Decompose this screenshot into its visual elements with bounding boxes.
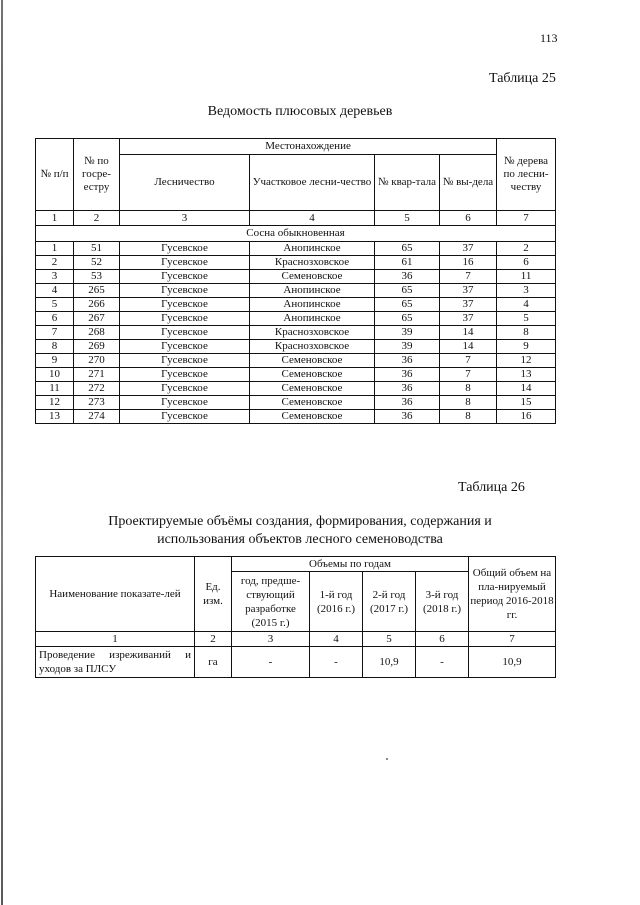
- header-num: № п/п: [36, 139, 74, 211]
- unit-cell: га: [195, 647, 232, 678]
- vydel-cell: 7: [440, 354, 497, 368]
- kvartal-cell: 65: [375, 284, 440, 298]
- header-total: Общий объем на пла-нируемый период 2016-2018 гг.: [469, 557, 556, 632]
- plus-trees-table: [35, 138, 556, 424]
- row-num-cell: 4: [36, 284, 74, 298]
- scan-speck: [386, 758, 388, 760]
- lesnichestvo-cell: Гусевское: [120, 410, 250, 424]
- col-number: 1: [36, 632, 195, 647]
- vydel-cell: 14: [440, 326, 497, 340]
- table-row: [36, 368, 556, 382]
- col-number: 4: [310, 632, 363, 647]
- header-volumes-group: Объемы по годам: [232, 557, 469, 572]
- vydel-cell: 7: [440, 270, 497, 284]
- row-num-cell: 3: [36, 270, 74, 284]
- kvartal-cell: 36: [375, 396, 440, 410]
- lesnichestvo-cell: Гусевское: [120, 242, 250, 256]
- lesnichestvo-cell: Гусевское: [120, 340, 250, 354]
- gosreestr-cell: 266: [74, 298, 120, 312]
- vydel-cell: 8: [440, 382, 497, 396]
- kvartal-cell: 65: [375, 298, 440, 312]
- lesnichestvo-cell: Гусевское: [120, 368, 250, 382]
- lesnichestvo-cell: Гусевское: [120, 396, 250, 410]
- uchastkovoe-cell: Семеновское: [250, 354, 375, 368]
- header-indicator: Наименование показате-лей: [36, 557, 195, 632]
- kvartal-cell: 36: [375, 368, 440, 382]
- kvartal-cell: 36: [375, 270, 440, 284]
- tree-num-cell: 3: [497, 284, 556, 298]
- lesnichestvo-cell: Гусевское: [120, 354, 250, 368]
- lesnichestvo-cell: Гусевское: [120, 256, 250, 270]
- tree-num-cell: 13: [497, 368, 556, 382]
- kvartal-cell: 39: [375, 326, 440, 340]
- table-row: [36, 242, 556, 256]
- header-kvartal: № квар-тала: [375, 155, 440, 211]
- indicator-cell: Проведение изреживаний и уходов за ПЛСУ: [36, 647, 195, 678]
- table-row: [36, 382, 556, 396]
- table-row: [36, 270, 556, 284]
- header-lesnichestvo: Лесничество: [120, 155, 250, 211]
- kvartal-cell: 39: [375, 340, 440, 354]
- header-vydel: № вы-дела: [440, 155, 497, 211]
- uchastkovoe-cell: Анопинское: [250, 312, 375, 326]
- col-number: 6: [416, 632, 469, 647]
- tree-num-cell: 11: [497, 270, 556, 284]
- table-row: [36, 340, 556, 354]
- seed-volumes-table: [35, 556, 556, 678]
- col-number: 5: [375, 211, 440, 226]
- uchastkovoe-cell: Семеновское: [250, 270, 375, 284]
- row-num-cell: 7: [36, 326, 74, 340]
- table26-label: Таблица 26: [458, 480, 525, 495]
- table25-label: Таблица 25: [489, 71, 556, 86]
- header-gosreestr: № по госре-естру: [74, 139, 120, 211]
- header-prev-year: год, предше-ствующий разработке (2015 г.): [232, 572, 310, 632]
- header-year1: 1-й год (2016 г.): [310, 572, 363, 632]
- col-number: 4: [250, 211, 375, 226]
- uchastkovoe-cell: Анопинское: [250, 242, 375, 256]
- vydel-cell: 37: [440, 298, 497, 312]
- row-num-cell: 10: [36, 368, 74, 382]
- row-num-cell: 12: [36, 396, 74, 410]
- gosreestr-cell: 272: [74, 382, 120, 396]
- year1-cell: -: [310, 647, 363, 678]
- uchastkovoe-cell: Краснозховское: [250, 340, 375, 354]
- col-number: 1: [36, 211, 74, 226]
- gosreestr-cell: 273: [74, 396, 120, 410]
- gosreestr-cell: 267: [74, 312, 120, 326]
- lesnichestvo-cell: Гусевское: [120, 382, 250, 396]
- kvartal-cell: 65: [375, 242, 440, 256]
- uchastkovoe-cell: Семеновское: [250, 396, 375, 410]
- lesnichestvo-cell: Гусевское: [120, 298, 250, 312]
- vydel-cell: 37: [440, 284, 497, 298]
- row-num-cell: 11: [36, 382, 74, 396]
- vydel-cell: 8: [440, 410, 497, 424]
- col-number: 3: [232, 632, 310, 647]
- gosreestr-cell: 51: [74, 242, 120, 256]
- header-uchastkovoe: Участковое лесни-чество: [250, 155, 375, 211]
- uchastkovoe-cell: Краснозховское: [250, 256, 375, 270]
- gosreestr-cell: 52: [74, 256, 120, 270]
- kvartal-cell: 36: [375, 354, 440, 368]
- uchastkovoe-cell: Краснозховское: [250, 326, 375, 340]
- vydel-cell: 8: [440, 396, 497, 410]
- gosreestr-cell: 271: [74, 368, 120, 382]
- column-numbers-row: [36, 211, 556, 226]
- page-number: 113: [540, 31, 558, 45]
- gosreestr-cell: 274: [74, 410, 120, 424]
- col-number: 6: [440, 211, 497, 226]
- vydel-cell: 37: [440, 312, 497, 326]
- tree-num-cell: 8: [497, 326, 556, 340]
- tree-num-cell: 6: [497, 256, 556, 270]
- column-numbers-row: [36, 632, 556, 647]
- col-number: 2: [195, 632, 232, 647]
- total-cell: 10,9: [469, 647, 556, 678]
- col-number: 7: [497, 211, 556, 226]
- row-num-cell: 2: [36, 256, 74, 270]
- vydel-cell: 7: [440, 368, 497, 382]
- table-row: [36, 284, 556, 298]
- gosreestr-cell: 268: [74, 326, 120, 340]
- table-row: [36, 410, 556, 424]
- table-row: [36, 354, 556, 368]
- row-num-cell: 5: [36, 298, 74, 312]
- tree-num-cell: 9: [497, 340, 556, 354]
- lesnichestvo-cell: Гусевское: [120, 326, 250, 340]
- uchastkovoe-cell: Семеновское: [250, 382, 375, 396]
- col-number: 5: [363, 632, 416, 647]
- gosreestr-cell: 270: [74, 354, 120, 368]
- vydel-cell: 14: [440, 340, 497, 354]
- table26-title-line2: использования объектов лесного семеноводства: [157, 532, 443, 547]
- page-binding-edge: [1, 0, 3, 905]
- gosreestr-cell: 53: [74, 270, 120, 284]
- table-row: [36, 396, 556, 410]
- header-year2: 2-й год (2017 г.): [363, 572, 416, 632]
- table26-title-line1: Проектируемые объёмы создания, формирования, содержания и: [108, 514, 492, 529]
- uchastkovoe-cell: Семеновское: [250, 368, 375, 382]
- tree-num-cell: 12: [497, 354, 556, 368]
- vydel-cell: 16: [440, 256, 497, 270]
- col-number: 3: [120, 211, 250, 226]
- table26-title: [70, 513, 530, 549]
- tree-num-cell: 14: [497, 382, 556, 396]
- uchastkovoe-cell: Анопинское: [250, 284, 375, 298]
- tree-num-cell: 15: [497, 396, 556, 410]
- gosreestr-cell: 269: [74, 340, 120, 354]
- uchastkovoe-cell: Анопинское: [250, 298, 375, 312]
- row-num-cell: 8: [36, 340, 74, 354]
- header-year3: 3-й год (2018 г.): [416, 572, 469, 632]
- table-row: [36, 298, 556, 312]
- header-location-group: Местонахождение: [120, 139, 497, 155]
- table-row: [36, 312, 556, 326]
- tree-num-cell: 2: [497, 242, 556, 256]
- uchastkovoe-cell: Семеновское: [250, 410, 375, 424]
- section-title: Сосна обыкновенная: [36, 226, 556, 242]
- kvartal-cell: 36: [375, 382, 440, 396]
- year2-cell: 10,9: [363, 647, 416, 678]
- prev-year-cell: -: [232, 647, 310, 678]
- row-num-cell: 9: [36, 354, 74, 368]
- vydel-cell: 37: [440, 242, 497, 256]
- table-row: [36, 326, 556, 340]
- table25-title: Ведомость плюсовых деревьев: [207, 104, 393, 119]
- kvartal-cell: 36: [375, 410, 440, 424]
- row-num-cell: 1: [36, 242, 74, 256]
- gosreestr-cell: 265: [74, 284, 120, 298]
- table-row: [36, 647, 556, 678]
- row-num-cell: 13: [36, 410, 74, 424]
- lesnichestvo-cell: Гусевское: [120, 270, 250, 284]
- tree-num-cell: 16: [497, 410, 556, 424]
- lesnichestvo-cell: Гусевское: [120, 284, 250, 298]
- tree-num-cell: 5: [497, 312, 556, 326]
- header-unit: Ед. изм.: [195, 557, 232, 632]
- tree-num-cell: 4: [497, 298, 556, 312]
- table-row: [36, 256, 556, 270]
- header-tree-num: № дерева по лесни-честву: [497, 139, 556, 211]
- year3-cell: -: [416, 647, 469, 678]
- col-number: 2: [74, 211, 120, 226]
- col-number: 7: [469, 632, 556, 647]
- row-num-cell: 6: [36, 312, 74, 326]
- lesnichestvo-cell: Гусевское: [120, 312, 250, 326]
- kvartal-cell: 65: [375, 312, 440, 326]
- kvartal-cell: 61: [375, 256, 440, 270]
